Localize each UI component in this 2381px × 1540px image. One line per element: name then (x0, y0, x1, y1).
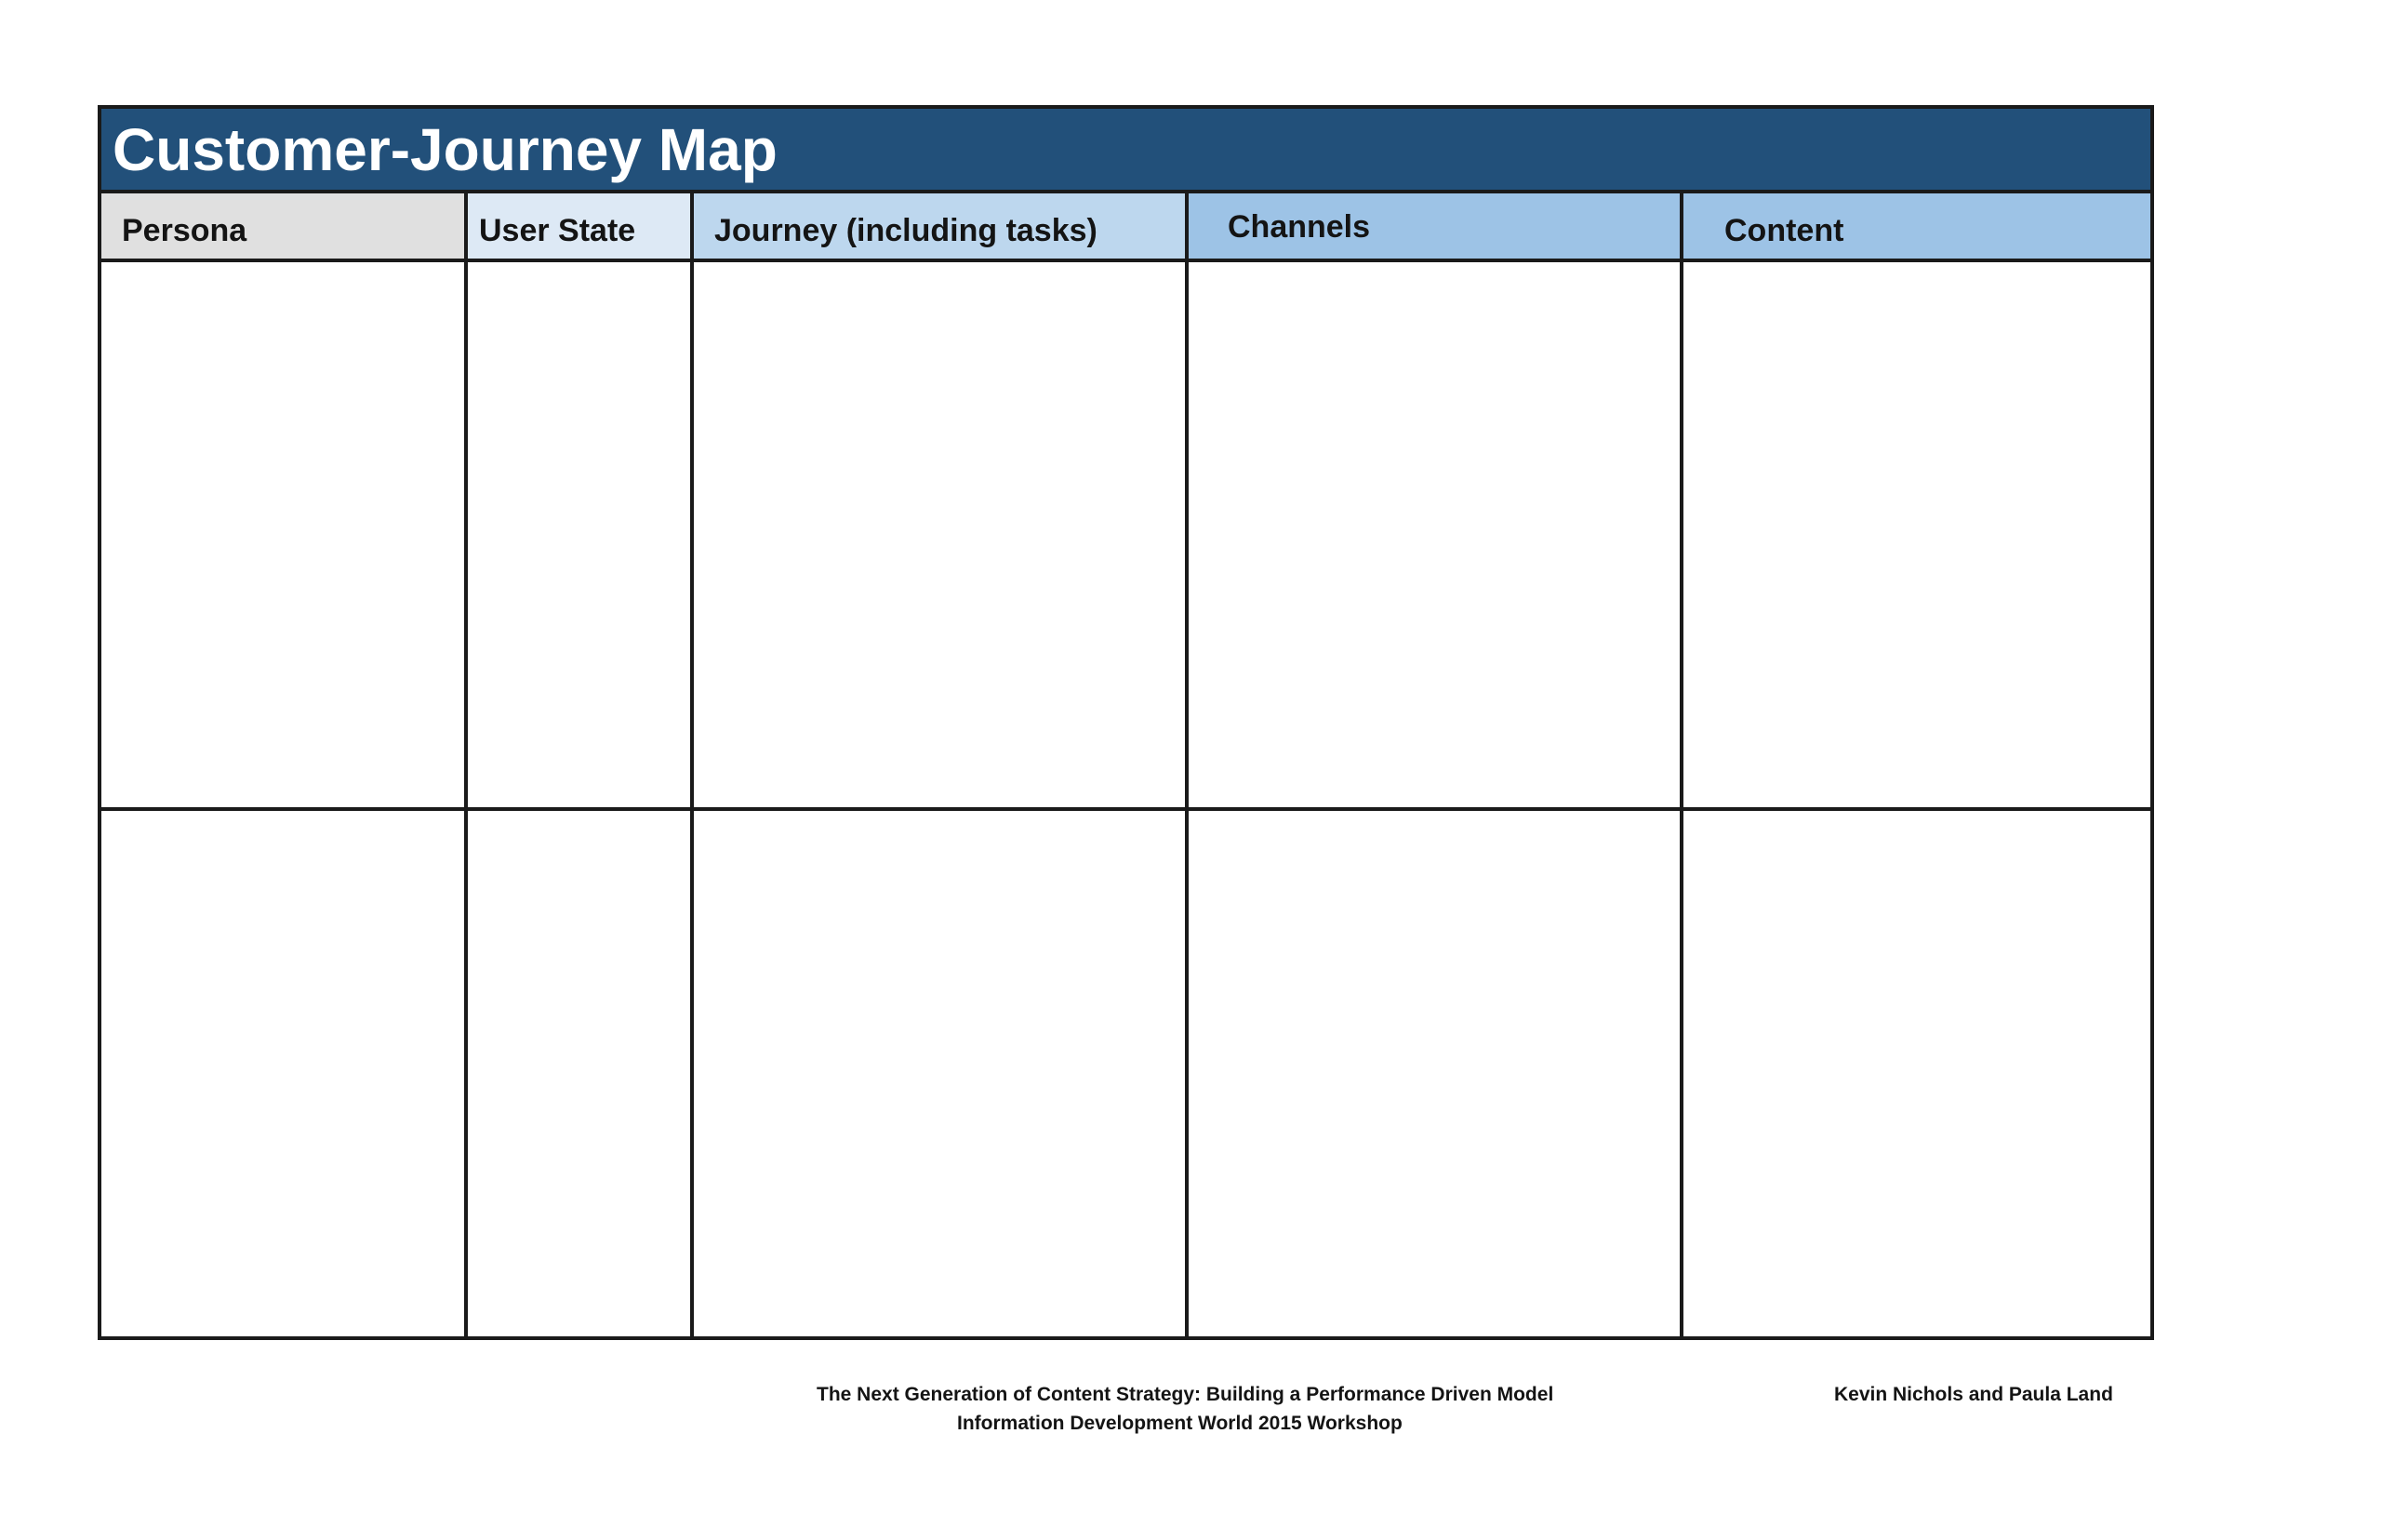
footer-authors: Kevin Nichols and Paula Land (1834, 1384, 2113, 1405)
footer-workshop-title: The Next Generation of Content Strategy: Building a Performance Driven Model (817, 1384, 1554, 1405)
footer-event-name: Information Development World 2015 Workshop (957, 1413, 1403, 1434)
column-header-label: Content (1724, 213, 1844, 248)
cell-user-state-row-1[interactable] (468, 262, 690, 807)
column-header-label: User State (479, 213, 636, 248)
column-header-label: Journey (including tasks) (714, 213, 1097, 248)
cell-content-row-2[interactable] (1683, 811, 2150, 1336)
column-header-content (1683, 193, 2150, 259)
cell-content-row-1[interactable] (1683, 262, 2150, 807)
cell-channels-row-1[interactable] (1189, 262, 1680, 807)
cell-journey-row-1[interactable] (694, 262, 1185, 807)
cell-persona-row-2[interactable] (101, 811, 464, 1336)
column-header-persona (101, 193, 464, 259)
cell-channels-row-2[interactable] (1189, 811, 1680, 1336)
column-header-journey (694, 193, 1185, 259)
cell-persona-row-1[interactable] (101, 262, 464, 807)
header-row (101, 193, 2150, 262)
cell-journey-row-2[interactable] (694, 811, 1185, 1336)
customer-journey-map-table (98, 105, 2154, 1340)
title-bar (101, 109, 2150, 193)
page-title: Customer-Journey Map (113, 116, 778, 183)
cell-user-state-row-2[interactable] (468, 811, 690, 1336)
column-header-label: Persona (122, 213, 247, 248)
column-header-user-state (468, 193, 690, 259)
column-header-label: Channels (1228, 209, 1371, 245)
column-header-channels (1189, 193, 1680, 259)
